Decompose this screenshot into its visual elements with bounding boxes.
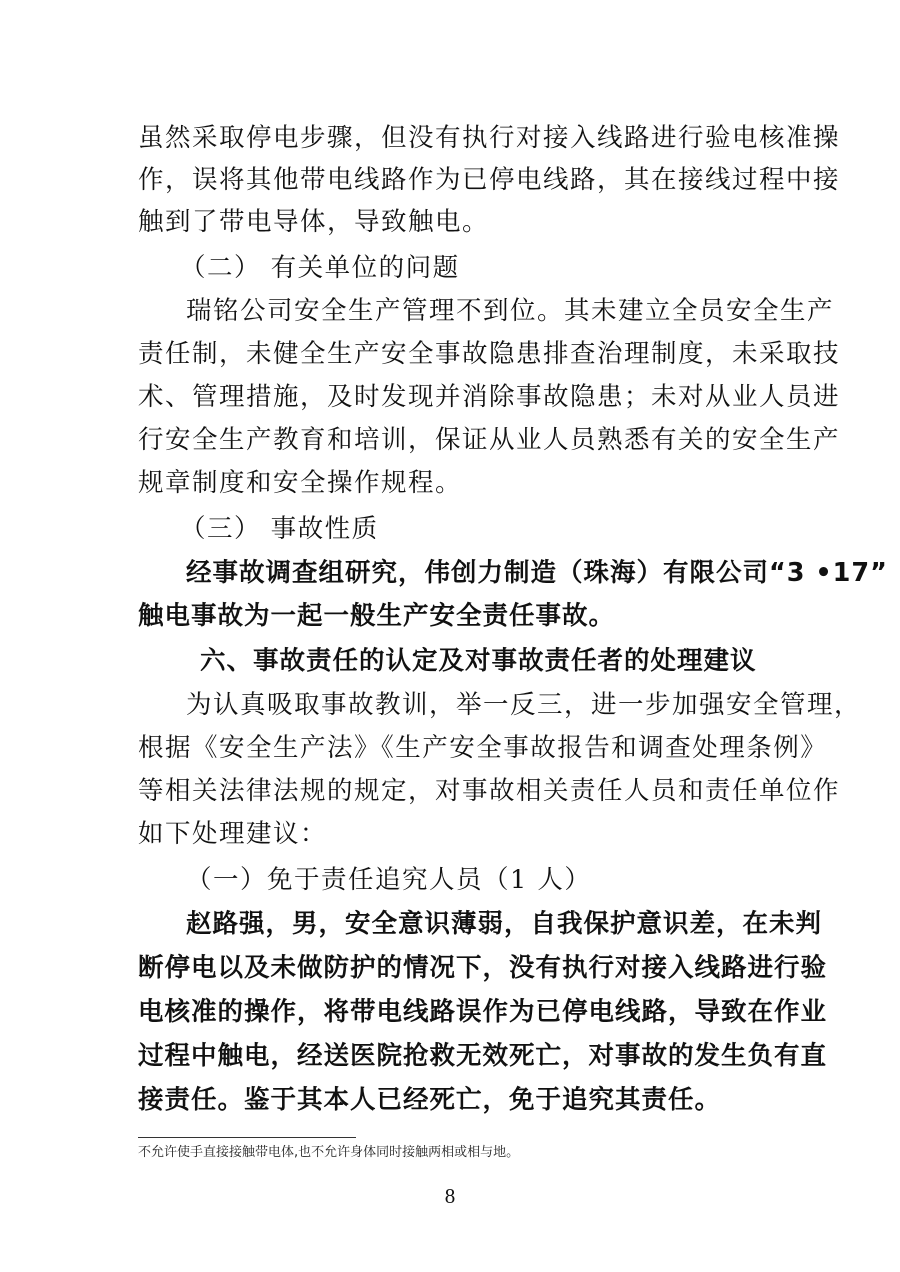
paragraph-3-line-2: 触电事故为一起一般生产安全责任事故。 — [138, 601, 616, 631]
paragraph-2-line-1: 瑞铭公司安全生产管理不到位。其未建立全员安全生产 — [186, 296, 835, 326]
paragraph-5-line-2: 断停电以及未做防护的情况下，没有执行对接入线路进行验 — [138, 953, 828, 983]
paragraph-5-line-4: 过程中触电，经送医院抢救无效死亡，对事故的发生负有直 — [138, 1041, 828, 1071]
subheading-nature: （三） 事故性质 — [180, 514, 379, 544]
paragraph-5-line-3: 电核准的操作，将带电线路误作为已停电线路，导致在作业 — [138, 997, 828, 1027]
paragraph-3-line-1: 经事故调查组研究，伟创力制造（珠海）有限公司“3 •17” — [186, 558, 888, 588]
paragraph-4-line-1: 为认真吸取事故教训，举一反三，进一步加强安全管理， — [186, 690, 862, 720]
paragraph-2-line-5: 规章制度和安全操作规程。 — [138, 468, 463, 498]
paragraph-2-line-2: 责任制，未健全生产安全事故隐患排查治理制度，未采取技 — [138, 339, 841, 369]
paragraph-2-line-3: 术、管理措施，及时发现并消除事故隐患；未对从业人员进 — [138, 382, 841, 412]
footnote-separator — [138, 1137, 356, 1138]
paragraph-1-line-3: 触到了带电导体，导致触电。 — [138, 207, 490, 237]
paragraph-5-line-5: 接责任。鉴于其本人已经死亡，免于追究其责任。 — [138, 1085, 722, 1115]
paragraph-4-line-2: 根据《安全生产法》《生产安全事故报告和调查处理条例》 — [138, 733, 828, 763]
subheading-exempt: （一）免于责任追究人员（1 人） — [186, 865, 592, 895]
paragraph-2-line-4: 行安全生产教育和培训，保证从业人员熟悉有关的安全生产 — [138, 425, 841, 455]
section-heading: 六、事故责任的认定及对事故责任者的处理建议 — [200, 646, 757, 676]
page-number: 8 — [444, 1184, 456, 1208]
footnote-text: 不允许使手直接接触带电体,也不允许身体同时接触两相或相与地。 — [138, 1145, 520, 1160]
paragraph-1-line-1: 虽然采取停电步骤，但没有执行对接入线路进行验电核准操 — [138, 123, 841, 153]
subheading-units: （二） 有关单位的问题 — [180, 253, 460, 283]
paragraph-5-line-1: 赵路强，男，安全意识薄弱，自我保护意识差，在未判 — [186, 909, 823, 939]
paragraph-4-line-4: 如下处理建议： — [138, 819, 328, 849]
paragraph-4-line-3: 等相关法律法规的规定，对事故相关责任人员和责任单位作 — [138, 776, 841, 806]
paragraph-1-line-2: 作，误将其他带电线路作为已停电线路，其在接线过程中接 — [138, 165, 841, 195]
